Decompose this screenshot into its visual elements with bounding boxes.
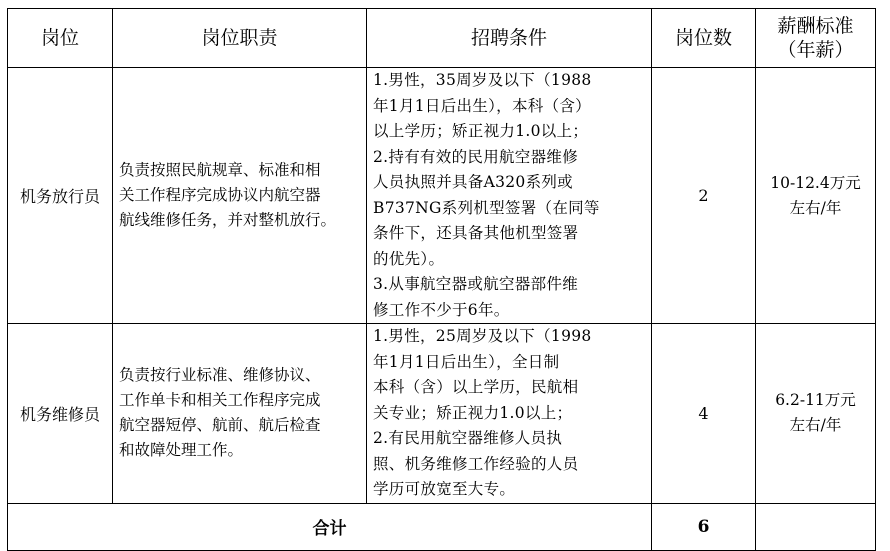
duty-line: 航空器短停、航前、航后检查 [119,416,321,435]
header-salary-line1: 薪酬标准 [777,15,854,37]
post-requirements [367,324,652,504]
post-count: 2 [652,68,756,324]
header-salary [756,9,876,68]
post-requirements [367,68,652,324]
post-duty [113,324,367,504]
req-line: 人员执照并具备A320系列或 [373,173,573,191]
header-salary-line2: （年薪） [777,39,854,61]
recruitment-table [7,8,876,551]
header-duty: 岗位职责 [113,9,367,68]
req-line: 年1月1日后出生），本科（含） [373,96,591,115]
req-line: 2.有民用航空器维修人员执 [373,429,563,447]
req-line: 年1月1日后出生），全日制 [373,352,560,371]
salary-line: 左右/年 [789,416,842,435]
post-salary [756,68,876,324]
total-row [8,503,876,550]
header-post: 岗位 [8,9,113,68]
duty-line: 和故障处理工作。 [119,441,244,460]
req-line: B737NG系列机型签署（在同等 [373,198,600,217]
salary-line: 10-12.4万元 [770,173,861,192]
total-label: 合计 [8,503,652,550]
total-count: 6 [652,503,756,550]
duty-line: 负责按照民航规章、标准和相 [119,161,321,179]
salary-line: 6.2-11万元 [775,391,856,410]
header-row [8,9,876,68]
req-line: 1.男性，25周岁及以下（1998 [373,327,592,345]
post-name: 机务放行员 [8,68,113,324]
req-line: 2.持有有效的民用航空器维修 [373,147,578,166]
table-row [8,68,876,324]
req-line: 的优先）。 [373,249,445,268]
duty-line: 关工作程序完成协议内航空器 [119,186,321,204]
salary-line: 左右/年 [789,198,842,217]
duty-line: 航线维修任务，并对整机放行。 [119,211,337,229]
req-line: 修工作不少于6年。 [373,300,510,319]
req-line: 本科（含）以上学历，民航相 [373,378,579,396]
req-line: 条件下，还具备其他机型签署 [373,224,579,242]
req-line: 以上学历；矫正视力1.0以上； [373,122,589,140]
req-line: 3.从事航空器或航空器部件维 [373,275,578,293]
table-row [8,324,876,504]
duty-line: 负责按行业标准、维修协议、 [119,366,321,385]
post-duty [113,68,367,324]
req-line: 学历可放宽至大专。 [373,480,516,498]
post-count: 4 [652,324,756,504]
header-requirements: 招聘条件 [367,9,652,68]
post-name: 机务维修员 [8,324,113,504]
total-salary [756,503,876,550]
req-line: 照、机务维修工作经验的人员 [373,454,579,473]
duty-line: 工作单卡和相关工作程序完成 [119,391,321,410]
req-line: 1.男性，35周岁及以下（1988 [373,71,592,89]
header-count: 岗位数 [652,9,756,68]
req-line: 关专业；矫正视力1.0以上； [373,403,573,422]
post-salary [756,324,876,504]
